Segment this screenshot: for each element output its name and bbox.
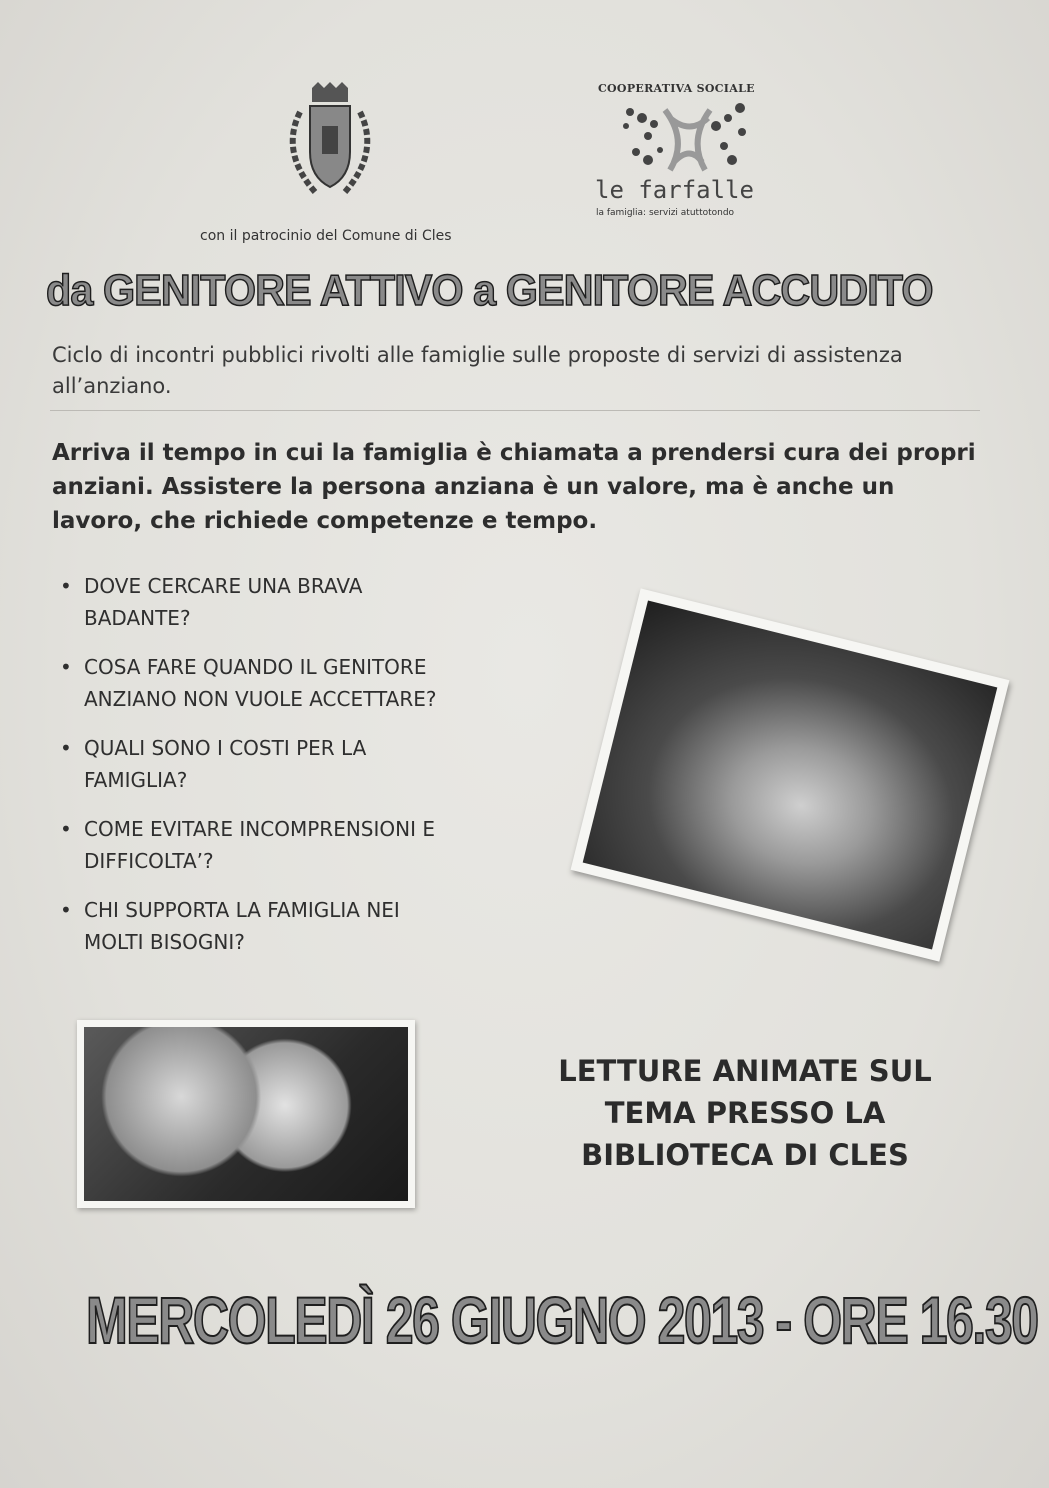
bullet-icon: • — [60, 574, 72, 598]
readings-line: LETTURE ANIMATE SUL — [558, 1054, 932, 1088]
intro-paragraph: Arriva il tempo in cui la famiglia è chiamata a prendersi cura dei propri anziani. Assistere la persona anziana è un valore, ma è anche un lavoro, che richiede competenze e tempo. — [52, 440, 976, 534]
question-line: MOLTI BISOGNI? — [84, 930, 245, 954]
comune-coat-of-arms-icon — [270, 82, 390, 202]
question-line: BADANTE? — [84, 606, 191, 630]
readings-line: TEMA PRESSO LA — [604, 1096, 886, 1130]
main-title: da GENITORE ATTIVO a GENITORE ACCUDITO — [46, 266, 933, 315]
question-line: DOVE CERCARE UNA BRAVA — [84, 574, 363, 598]
list-item — [60, 570, 580, 634]
subtitle: Ciclo di incontri pubblici rivolti alle famiglie sulle proposte di servizi di assistenza all’anziano. — [52, 343, 903, 398]
readings-announcement — [520, 1050, 970, 1176]
hands-image — [583, 600, 998, 949]
questions-list — [60, 570, 580, 975]
coop-name: le farfalle — [595, 176, 754, 204]
list-item — [60, 813, 580, 877]
question-line: COME EVITARE INCOMPRENSIONI E — [84, 817, 435, 841]
family-photo — [77, 1020, 415, 1208]
bullet-icon: • — [60, 898, 72, 922]
bullet-icon: • — [60, 736, 72, 760]
coop-tagline: la famiglia: servizi atuttotondo — [596, 208, 735, 218]
divider — [50, 410, 980, 411]
question-line: ANZIANO NON VUOLE ACCETTARE? — [84, 687, 437, 711]
question-line: COSA FARE QUANDO IL GENITORE — [84, 655, 427, 679]
bullet-icon: • — [60, 655, 72, 679]
list-item — [60, 651, 580, 715]
family-image — [84, 1027, 408, 1201]
coop-title: COOPERATIVA SOCIALE — [598, 82, 755, 95]
event-date: MERCOLEDÌ 26 GIUGNO 2013 - ORE 16.30 — [86, 1283, 1038, 1357]
question-line: QUALI SONO I COSTI PER LA — [84, 736, 367, 760]
patronage-text: con il patrocinio del Comune di Cles — [200, 228, 452, 244]
readings-line: BIBLIOTECA DI CLES — [581, 1138, 909, 1172]
question-line: FAMIGLIA? — [84, 768, 188, 792]
list-item — [60, 732, 580, 796]
question-line: CHI SUPPORTA LA FAMIGLIA NEI — [84, 898, 400, 922]
bullet-icon: • — [60, 817, 72, 841]
list-item — [60, 894, 580, 958]
question-line: DIFFICOLTA’? — [84, 849, 214, 873]
hands-photo — [571, 588, 1010, 961]
